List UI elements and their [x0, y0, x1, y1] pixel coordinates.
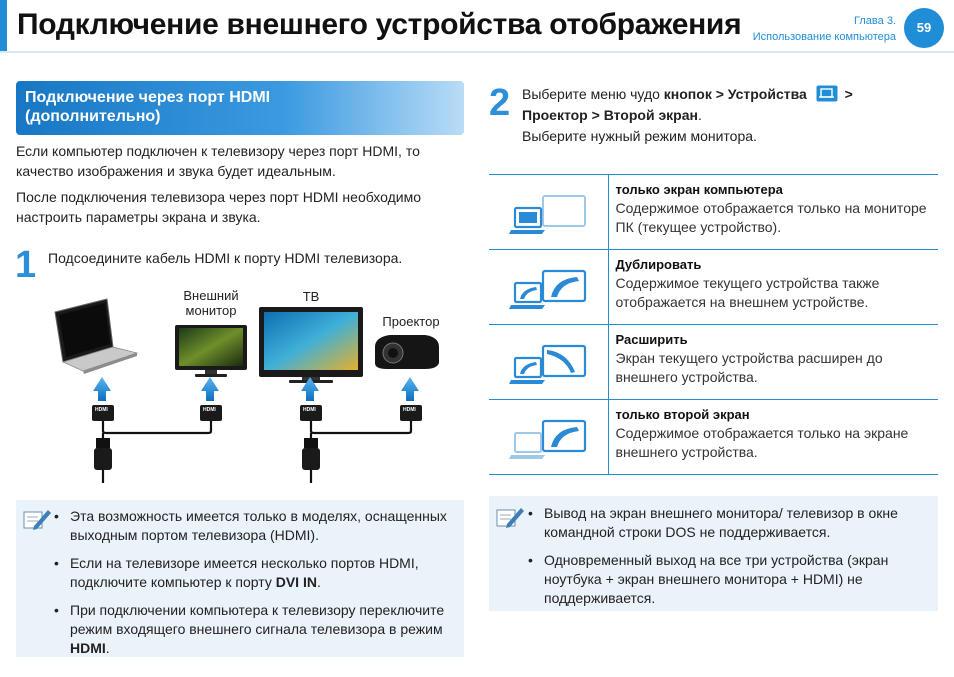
mode-description: Содержимое отображается только на экране внешнего устройства. [615, 425, 909, 460]
label-tv: ТВ [302, 289, 320, 304]
step-2-prefix: Выберите меню чудо [522, 86, 664, 102]
mode-text-cell [608, 175, 938, 250]
note-pencil-icon [495, 504, 525, 530]
mode-row-second-only [489, 400, 938, 475]
hdmi-port-label: HDMI [303, 407, 316, 413]
chapter-title: Использование компьютера [752, 31, 896, 43]
step-2-line3: Выберите нужный режим монитора. [522, 128, 757, 144]
note-box-right [489, 496, 938, 611]
mode-description: Содержимое отображается только на мониторе ПК (текущее устройство). [615, 200, 927, 235]
arrow-up-icon [93, 377, 419, 401]
header-accent-bar [0, 0, 7, 52]
note-item-tail: . [105, 640, 110, 656]
section-heading [16, 81, 464, 135]
devices-charm-icon [816, 85, 838, 102]
display-modes-table [489, 174, 938, 475]
tv-icon [259, 307, 363, 383]
mode-title: Расширить [615, 332, 688, 347]
note-item-tail: . [316, 574, 321, 590]
section-heading-line1: Подключение через порт HDMI [25, 89, 271, 106]
duplicate-icon [509, 269, 589, 311]
hdmi-port-label: HDMI [403, 407, 416, 413]
hdmi-cable [103, 421, 411, 443]
mode-icon-cell [489, 325, 608, 400]
note-item-text: При подключении компьютера к телевизору переключите режим входящего внешнего сигнала телевизора в режим [70, 602, 445, 637]
pc-screen-only-icon [509, 194, 589, 236]
projector-icon [375, 335, 439, 369]
extend-icon [509, 344, 589, 386]
mode-icon-cell [489, 400, 608, 475]
note-pencil-icon [22, 506, 52, 532]
hdmi-port-label: HDMI [203, 407, 216, 413]
note-item-bold: DVI IN [275, 574, 317, 590]
note-item: • Одновременный выход на все три устройства (экран ноутбука + экран внешнего монитора + HDMI) не поддерживается. [528, 551, 930, 608]
page-title: Подключение внешнего устройства отображения [17, 8, 742, 41]
hdmi-connection-diagram [45, 295, 445, 485]
chapter-label [753, 13, 896, 45]
mode-description: Содержимое текущего устройства также отображается на внешнем устройстве. [615, 275, 880, 310]
mode-title: только второй экран [615, 407, 750, 422]
mode-icon-cell [489, 175, 608, 250]
mode-text-cell [608, 325, 938, 400]
label-projector: Проектор [382, 314, 440, 329]
chapter-number: Глава 3. [854, 15, 896, 27]
monitor-icon [175, 325, 247, 377]
laptop-icon [55, 299, 137, 374]
mode-row-pc-only [489, 175, 938, 250]
note-item [54, 554, 458, 592]
note-item-text: Если на телевизоре имеется несколько портов HDMI, подключите компьютер к порту [70, 555, 419, 590]
second-screen-only-icon [509, 419, 589, 461]
mode-text-cell [608, 250, 938, 325]
note-item: • Эта возможность имеется только в моделях, оснащенных выходным портом телевизора (HDMI). [54, 507, 458, 545]
setup-paragraph: После подключения телевизора через порт HDMI необходимо настроить параметры экрана и звука. [16, 189, 422, 225]
step-2-dot: . [697, 107, 702, 123]
title-divider [0, 51, 954, 53]
mode-icon-cell [489, 250, 608, 325]
intro-paragraph: Если компьютер подключен к телевизору через порт HDMI, то качество изображения и звука будет идеальным. [16, 143, 420, 179]
step-2-menu-path: кнопок > Устройства [663, 86, 807, 102]
mode-title: Дублировать [615, 257, 702, 272]
note-item [54, 601, 458, 658]
mode-text-cell [608, 400, 938, 475]
label-monitor-line1: Внешний [183, 288, 239, 303]
hdmi-plug-icon [94, 438, 320, 483]
page-number-badge: 59 [904, 8, 944, 48]
mode-description: Экран текущего устройства расширен до внешнего устройства. [615, 350, 883, 385]
hdmi-plug-icon [92, 405, 422, 421]
label-monitor-line2: монитор [185, 303, 237, 318]
note-box-left [16, 500, 464, 657]
step-1-text: Подсоедините кабель HDMI к порту HDMI телевизора. [48, 250, 403, 266]
note-item: • Вывод на экран внешнего монитора/ телевизор в окне командной строки DOS не поддерживается. [528, 504, 930, 542]
step-2-number: 2 [489, 82, 511, 124]
step-2-line2 [522, 105, 938, 126]
step-2-menu-path-2: Проектор > Второй экран [522, 107, 698, 123]
section-heading-line2: (дополнительно) [25, 108, 161, 125]
mode-row-duplicate [489, 250, 938, 325]
step-1-number: 1 [15, 244, 37, 286]
mode-title: только экран компьютера [615, 182, 783, 197]
step-2-line1 [522, 84, 938, 105]
step-2-text [522, 84, 938, 147]
step-2-gt: > [840, 86, 853, 102]
mode-row-extend [489, 325, 938, 400]
note-item-bold: HDMI [70, 640, 106, 656]
hdmi-port-label: HDMI [95, 407, 108, 413]
